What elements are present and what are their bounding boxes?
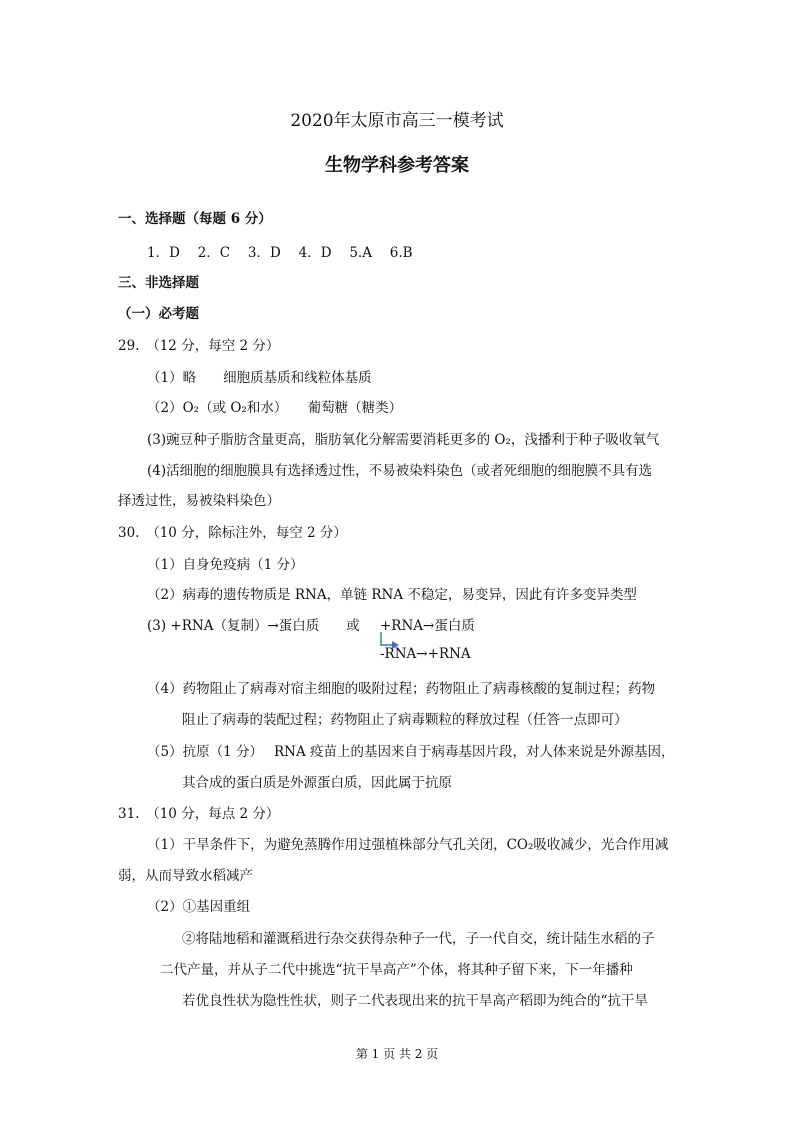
q29-answer-3: (3)豌豆种子脂肪含量更高，脂肪氧化分解需要消耗更多的 O₂，浅播利于种子吸收氧气: [147, 432, 660, 448]
q31-answer-1-cont: 弱，从而导致水稻减产: [118, 868, 253, 884]
q29-answer-4-cont: 择透过性，易被染料染色）: [118, 493, 280, 509]
page-title: 2020年太原市高三一模考试: [290, 111, 504, 131]
q29-answer-4: (4)活细胞的细胞膜具有选择透过性，不易被染料染色（或者死细胞的细胞膜不具有选: [147, 463, 653, 479]
required-questions-heading: （一）必考题: [118, 306, 199, 322]
q30-header: 30. （10 分，除标注外，每空 2 分）: [118, 525, 347, 541]
q30-answer-4: （4）药物阻止了病毒对宿主细胞的吸附过程；药物阻止了病毒核酸的复制过程；药物: [147, 681, 656, 697]
q30-answer-2: （2）病毒的遗传物质是 RNA，单链 RNA 不稳定，易变异，因此有许多变异类型: [147, 587, 637, 603]
q30-answer-4-cont: 阻止了病毒的装配过程；药物阻止了病毒颗粒的释放过程（任答一点即可）: [182, 712, 628, 728]
q29-answer-2: （2）O₂（或 O₂和水） 葡萄糖（糖类）: [147, 400, 403, 416]
page-subtitle: 生物学科参考答案: [325, 155, 469, 176]
section-choice-heading: 一、选择题（每题 6 分）: [118, 211, 272, 227]
q30-answer-1: （1）自身免疫病（1 分）: [147, 557, 304, 573]
q30-answer-3: (3) +RNA（复制）→蛋白质 或: [147, 618, 360, 634]
q31-answer-2: （2）①基因重组: [147, 899, 251, 915]
q29-header: 29. （12 分，每空 2 分）: [118, 338, 280, 354]
section-nonchoice-heading: 三、非选择题: [118, 275, 199, 291]
q31-answer-1: （1）干旱条件下，为避免蒸腾作用过强植株部分气孔关闭，CO₂吸收减少，光合作用减: [147, 837, 669, 853]
q31-answer-2-step-cont2: 若优良性状为隐性性状，则子二代表现出来的抗干旱高产稻即为纯合的“抗干旱: [182, 993, 648, 1009]
q31-answer-2-step-cont: 二代产量，并从子二代中挑选“抗干旱高产”个体，将其种子留下来，下一年播种: [160, 962, 633, 978]
q30-answer-5: （5）抗原（1 分） RNA 疫苗上的基因来自于病毒基因片段，对人体来说是外源基因，: [147, 744, 675, 760]
q31-answer-2-step: ②将陆地稻和灌溉稻进行杂交获得杂种子一代，子一代自交，统计陆生水稻的子: [182, 931, 655, 947]
q30-answer-3-alt-top: +RNA→蛋白质: [380, 618, 475, 634]
page-number: 第 1 页 共 2 页: [355, 1047, 439, 1061]
choice-answers: 1．D 2．C 3．D 4．D 5.A 6.B: [147, 245, 413, 261]
q31-header: 31. （10 分，每点 2 分）: [118, 806, 280, 822]
q30-answer-5-cont: 其合成的蛋白质是外源蛋白质，因此属于抗原: [182, 775, 452, 791]
q29-answer-1: （1）略 细胞质基质和线粒体基质: [147, 370, 372, 386]
q30-answer-3-alt-bottom: -RNA→+RNA: [380, 646, 471, 662]
